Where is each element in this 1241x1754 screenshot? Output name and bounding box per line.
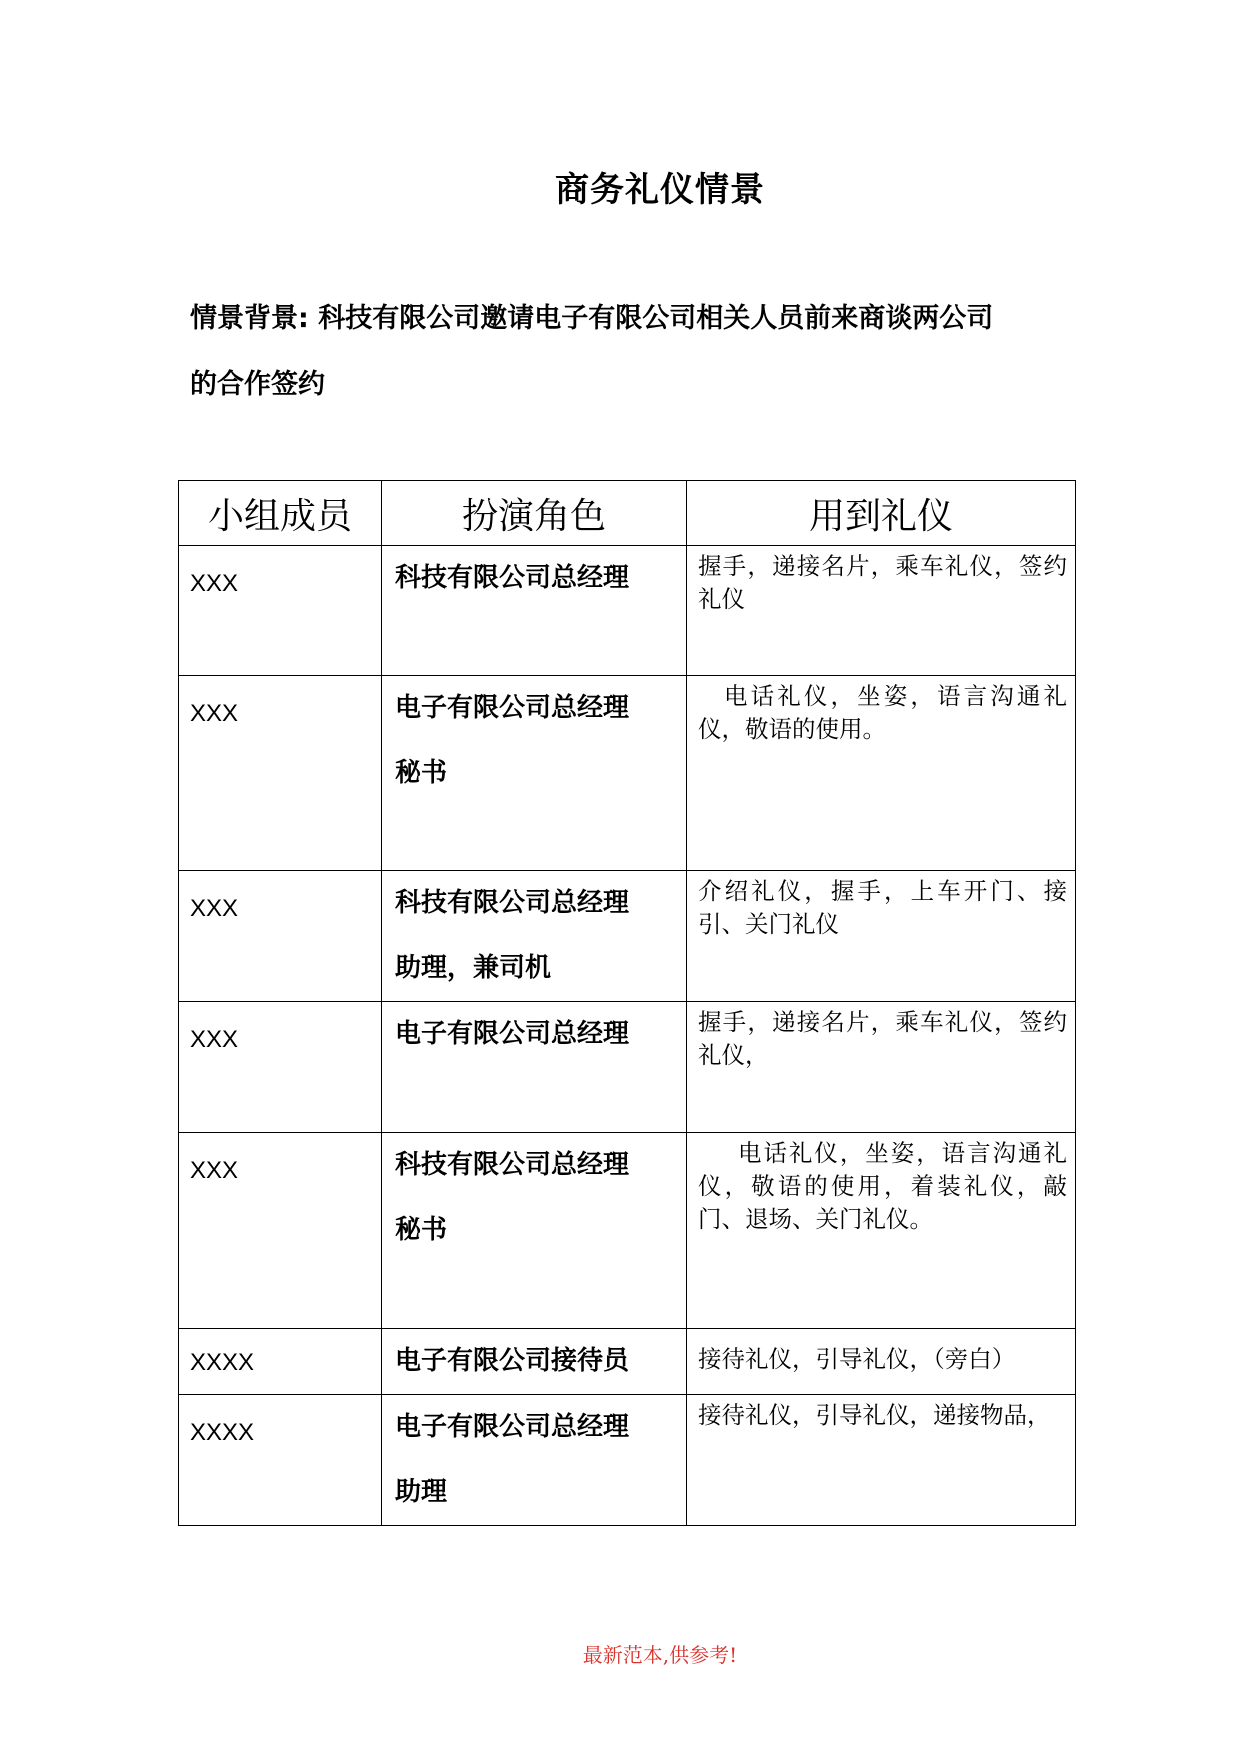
member-cell	[179, 1329, 382, 1395]
member-cell	[179, 546, 382, 676]
role-cell	[382, 1133, 687, 1329]
member-name: XXXX	[190, 1419, 255, 1446]
role-cell	[382, 1002, 687, 1133]
etiquette-cell	[687, 871, 1076, 1002]
table-row	[179, 871, 1076, 1002]
etiquette-text: 握手，递接名片，乘车礼仪，签约礼仪，	[698, 1008, 1067, 1069]
role-line: 科技有限公司总经理	[395, 1150, 630, 1180]
member-name: XXX	[190, 1026, 239, 1053]
member-cell	[179, 676, 382, 871]
etiquette-text: 接待礼仪，引导礼仪，递接物品，	[698, 1401, 1051, 1429]
table-header-row	[179, 481, 1076, 546]
member-name: XXX	[190, 895, 239, 922]
member-name: XXX	[190, 570, 239, 597]
role-line: 科技有限公司总经理	[395, 888, 630, 918]
etiquette-text: 接待礼仪，引导礼仪，（旁白）	[698, 1345, 1016, 1373]
role-line: 秘书	[395, 758, 448, 788]
role-line: 科技有限公司总经理	[395, 563, 630, 593]
footer-note: 最新范本,供参考!	[582, 1643, 738, 1667]
role-cell	[382, 676, 687, 871]
etiquette-cell	[687, 1395, 1076, 1526]
table-row	[179, 1133, 1076, 1329]
table-row	[179, 1395, 1076, 1526]
role-cell	[382, 1329, 687, 1395]
etiquette-cell	[687, 676, 1076, 871]
header-etiquette: 用到礼仪	[687, 481, 1076, 546]
etiquette-text: 电话礼仪，坐姿，语言沟通礼仪，敬语的使用，着装礼仪，敲门、退场、关门礼仪。	[698, 1139, 1067, 1233]
etiquette-text: 电话礼仪，坐姿，语言沟通礼仪，敬语的使用。	[698, 682, 1067, 743]
table-row	[179, 676, 1076, 871]
header-role: 扮演角色	[382, 481, 687, 546]
etiquette-cell	[687, 1329, 1076, 1395]
member-name: XXX	[190, 1157, 239, 1184]
table-row	[179, 1329, 1076, 1395]
scenario-background-line-1: 情景背景: 科技有限公司邀请电子有限公司相关人员前来商谈两公司	[190, 303, 994, 334]
role-line: 助理	[395, 1477, 448, 1507]
etiquette-cell	[687, 1133, 1076, 1329]
role-cell	[382, 871, 687, 1002]
roles-table	[178, 480, 1076, 1526]
document-title: 商务礼仪情景	[555, 170, 765, 210]
etiquette-text: 介绍礼仪，握手，上车开门、接引、关门礼仪	[698, 877, 1067, 938]
role-line: 电子有限公司接待员	[395, 1346, 630, 1376]
member-name: XXX	[190, 700, 239, 727]
role-line: 助理，兼司机	[395, 953, 552, 983]
role-line: 电子有限公司总经理	[395, 1412, 630, 1442]
scenario-background-line-2: 的合作签约	[190, 369, 325, 400]
table-row	[179, 546, 1076, 676]
member-name: XXXX	[190, 1349, 255, 1376]
header-member: 小组成员	[179, 481, 382, 546]
member-cell	[179, 1395, 382, 1526]
member-cell	[179, 1002, 382, 1133]
role-cell	[382, 1395, 687, 1526]
member-cell	[179, 871, 382, 1002]
role-line: 秘书	[395, 1215, 448, 1245]
table-row	[179, 1002, 1076, 1133]
etiquette-text: 握手，递接名片，乘车礼仪，签约礼仪	[698, 552, 1067, 613]
etiquette-cell	[687, 1002, 1076, 1133]
member-cell	[179, 1133, 382, 1329]
etiquette-cell	[687, 546, 1076, 676]
role-cell	[382, 546, 687, 676]
role-line: 电子有限公司总经理	[395, 693, 630, 723]
role-line: 电子有限公司总经理	[395, 1019, 630, 1049]
